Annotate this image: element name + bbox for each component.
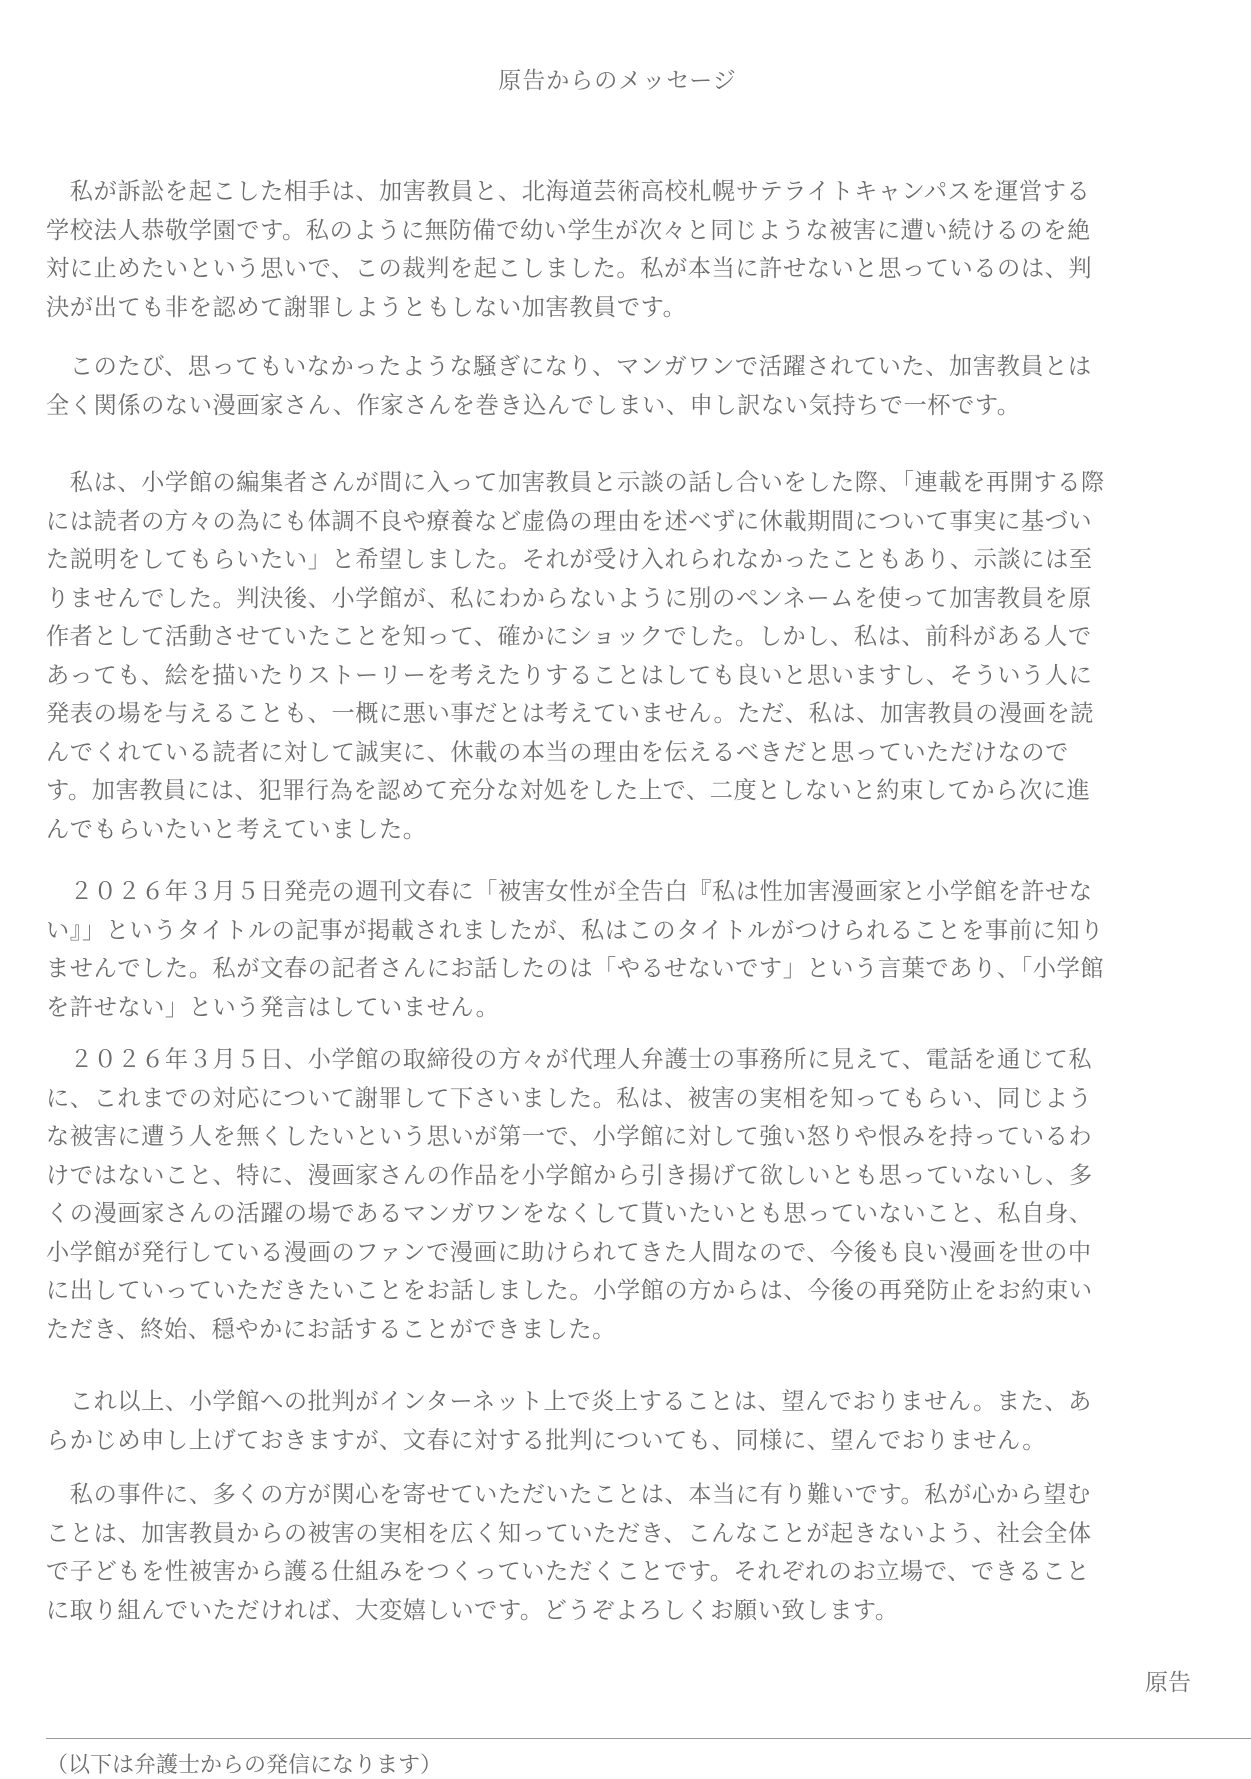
paragraph-settlement-talks [46,464,1105,849]
paragraph-shogakukan-apology [46,1041,1093,1349]
text-line: このたび、思ってもいなかったような騒ぎになり、マンガワンで活躍されていた、加害教員とは [46,353,1092,380]
text-line: らかじめ申し上げておきますが、文春に対する批判についても、同様に、望んでおりません。 [46,1426,1046,1454]
text-line: けではないこと、特に、漫画家さんの作品を小学館から引き揚げて欲しいとも思っていないし、多 [46,1161,1093,1189]
text-line: 私が訴訟を起こした相手は、加害教員と、北海道芸術高校札幌サテライトキャンパスを運営する [46,178,1091,205]
text-line: 作者として活動させていたことを知って、確かにショックでした。しかし、私は、前科がある人で [46,623,1092,650]
text-line: ませんでした。私が文春の記者さんにお話したのは「やるせないです」という言葉であり、「小学館 [46,955,1105,982]
text-line: な被害に遭う人を無くしたいという思いが第一で、小学館に対して強い怒りや恨みを持っているわ [46,1123,1093,1150]
text-line: 小学館が発行している漫画のファンで漫画に助けられてきた人間なので、今後も良い漫画を世の中 [46,1238,1092,1266]
text-line: んでもらいたいと考えていました。 [46,815,427,843]
text-line: 私の事件に、多くの方が関心を寄せていただいたことは、本当に有り難いです。私が心から望む [46,1481,1091,1508]
paragraph-closing [46,1476,1092,1630]
text-line: た説明をしてもらいたい」と希望しました。それが受け入れられなかったこともあり、示談には至 [46,546,1093,573]
text-line: あっても、絵を描いたりストーリーを考えたりすることはしても良いと思いますし、そういう人に [46,661,1093,689]
paragraph-bunshun-article [46,873,1104,1027]
text-line: で子どもを性被害から護る仕組みをつくっていただくことです。それぞれのお立場で、できること [46,1558,1090,1585]
text-line: 私は、小学館の編集者さんが間に入って加害教員と示談の話し合いをした際、「連載を再開する際 [46,469,1105,496]
paragraph-apology [46,348,1092,425]
text-line: んでくれている読者に対して誠実に、休載の本当の理由を伝えるべきだと思っていただけなので [46,738,1069,766]
text-line: に取り組んでいただければ、大変嬉しいです。どうぞよろしくお願い致します。 [46,1596,899,1624]
text-line: を許せない」という発言はしていません。 [46,993,500,1021]
text-line: 決が出ても非を認めて謝罪しようともしない加害教員です。 [46,293,687,321]
text-line: す。加害教員には、犯罪行為を認めて充分な対処をした上で、二度としないと約束してから次に進 [46,777,1091,804]
signature: 原告 [1145,1670,1191,1696]
page-title: 原告からのメッセージ [498,68,737,94]
text-line: に出していっていただきたいことをお話しました。小学館の方からは、今後の再発防止をお約束い [46,1277,1093,1304]
text-line: に、これまでの対応について謝罪して下さいました。私は、被害の実相を知ってもらい、同じよう [46,1084,1093,1112]
text-line: 全く関係のない漫画家さん、作家さんを巻き込んでしまい、申し訳ない気持ちで一杯です。 [46,391,1021,419]
paragraph-no-criticism [46,1383,1092,1460]
text-line: これ以上、小学館への批判がインターネット上で炎上することは、望んでおりません。また、あ [46,1388,1092,1415]
divider [46,1738,1251,1739]
text-line: い』」というタイトルの記事が掲載されましたが、私はこのタイトルがつけられることを事前に知り [46,916,1104,944]
text-line: 学校法人恭敬学園です。私のように無防備で幼い学生が次々と同じような被害に遭い続けるのを絶 [46,216,1091,244]
text-line: ただき、終始、穏やかにお話することができました。 [46,1315,616,1343]
text-line: 発表の場を与えることも、一概に悪い事だとは考えていません。ただ、私は、加害教員の漫画を読 [46,700,1095,727]
text-line: 対に止めたいという思いで、この裁判を起こしました。私が本当に許せないと思っているのは、判 [46,255,1093,282]
text-line: りませんでした。判決後、小学館が、私にわからないように別のペンネームを使って加害教員を原 [46,584,1092,612]
text-line: くの漫画家さんの活躍の場であるマンガワンをなくして貰いたいとも思っていないこと、私自身、 [46,1200,1093,1227]
text-line: ２０２６年３月５日、小学館の取締役の方々が代理人弁護士の事務所に見えて、電話を通じて私 [46,1046,1093,1073]
text-line: ことは、加害教員からの被害の実相を広く知っていただき、こんなことが起きないよう、社会全体 [46,1519,1092,1547]
text-line: ２０２６年３月５日発売の週刊文春に「被害女性が全告白『私は性加害漫画家と小学館を許せな [46,878,1093,905]
text-line: には読者の方々の為にも体調不良や療養など虚偽の理由を述べずに休載期間について事実に基づい [46,507,1093,535]
paragraph-lawsuit-background [46,173,1092,327]
footer-note: （以下は弁護士からの発信になります） [46,1753,443,1778]
